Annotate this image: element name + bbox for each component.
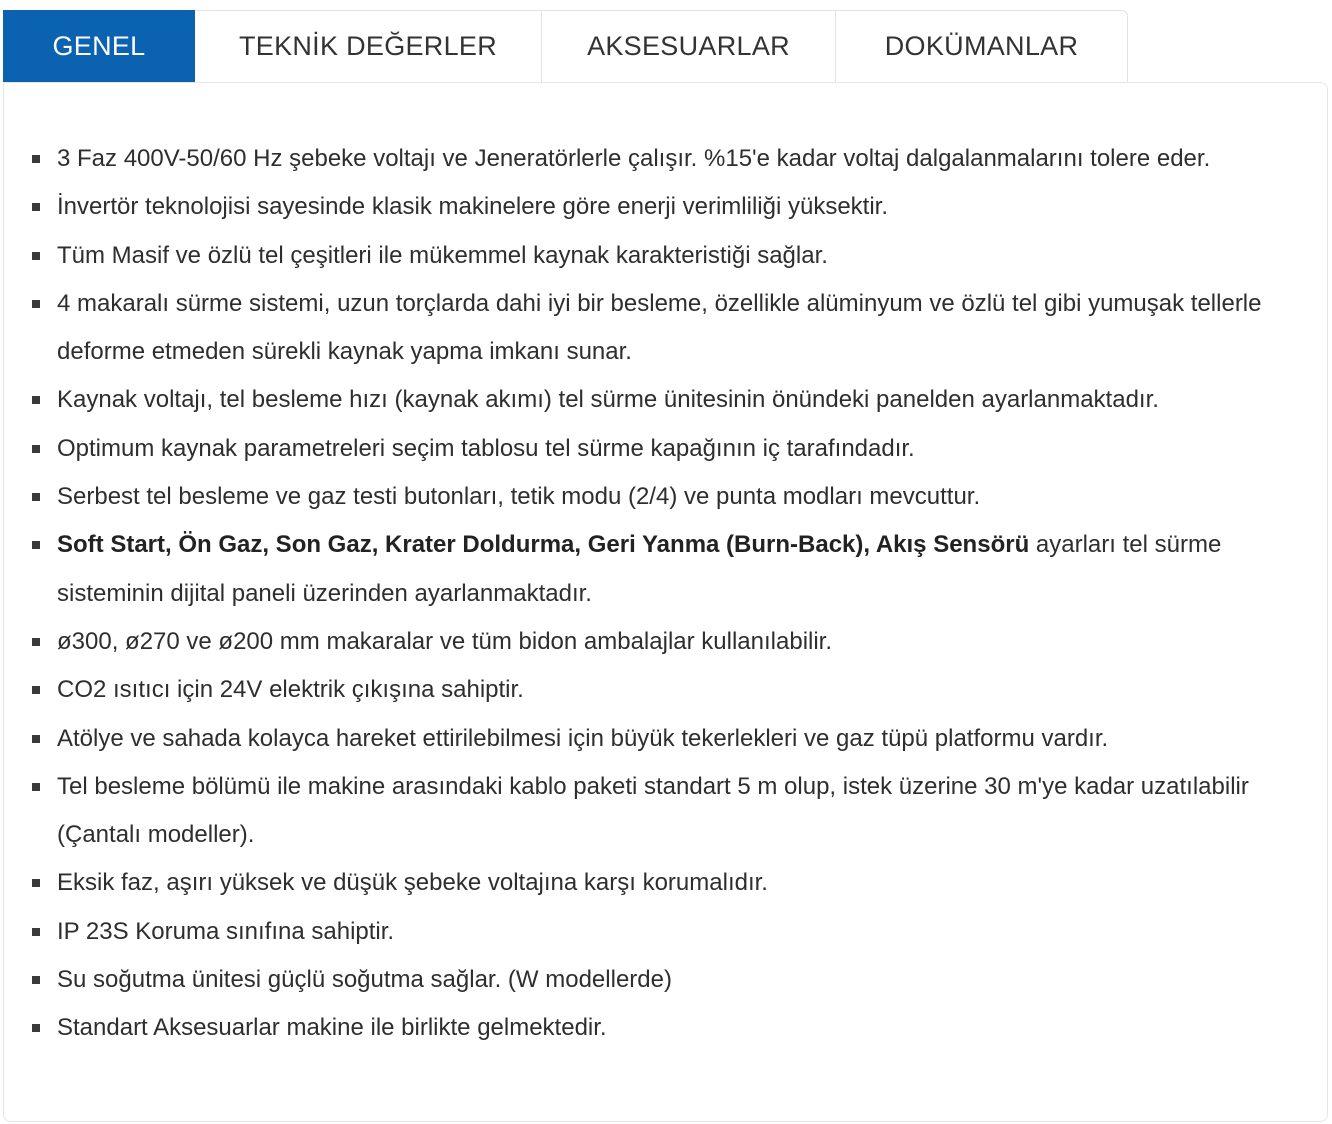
square-bullet-icon	[32, 203, 40, 211]
square-bullet-icon	[32, 155, 40, 163]
square-bullet-icon	[32, 1024, 40, 1032]
feature-text: Serbest tel besleme ve gaz testi butonları, tetik modu (2/4) ve punta modları mevcuttur.	[57, 483, 981, 511]
feature-text: IP 23S Koruma sınıfına sahiptir.	[57, 917, 395, 945]
square-bullet-icon	[32, 493, 40, 501]
square-bullet-icon	[32, 396, 40, 404]
list-item	[28, 183, 1303, 231]
feature-text: İnvertör teknolojisi sayesinde klasik makinelere göre enerji verimliliği yüksektir.	[57, 193, 888, 221]
list-item	[28, 280, 1303, 377]
tab-genel[interactable]: GENEL	[3, 10, 195, 82]
feature-text: Eksik faz, aşırı yüksek ve düşük şebeke voltajına karşı korumalıdır.	[57, 869, 768, 897]
feature-text: Kaynak voltajı, tel besleme hızı (kaynak akımı) tel sürme ünitesinin önündeki panelden ayarlanmaktadır.	[57, 386, 1159, 414]
square-bullet-icon	[32, 783, 40, 791]
tab-dokumanlar[interactable]: DOKÜMANLAR	[836, 10, 1128, 82]
feature-bold-text: Soft Start, Ön Gaz, Son Gaz, Krater Doldurma, Geri Yanma (Burn-Back), Akış Sensörü	[57, 531, 1030, 559]
feature-text: 3 Faz 400V-50/60 Hz şebeke voltajı ve Jeneratörlerle çalışır. %15'e kadar voltaj dalgalanmalarını tolere eder.	[57, 145, 1211, 172]
square-bullet-icon	[32, 879, 40, 887]
feature-text: Su soğutma ünitesi güçlü soğutma sağlar. (W modellerde)	[57, 966, 672, 994]
square-bullet-icon	[32, 686, 40, 694]
list-item	[28, 232, 1303, 280]
list-item	[28, 135, 1303, 183]
list-item	[28, 956, 1303, 1004]
list-item	[28, 473, 1303, 521]
feature-text: CO2 ısıtıcı için 24V elektrik çıkışına sahiptir.	[57, 676, 524, 704]
feature-text: ayarları tel sürme sisteminin dijital paneli üzerinden ayarlanmaktadır.	[57, 531, 1222, 607]
feature-text: Atölye ve sahada kolayca hareket ettirilebilmesi için büyük tekerlekleri ve gaz tüpü platformu vardır.	[57, 724, 1109, 752]
feature-text: Tel besleme bölümü ile makine arasındaki kablo paketi standart 5 m olup, istek üzerine 30 m'ye kadar uzatılabilir (Çantalı modeller).	[57, 772, 1249, 849]
list-item	[28, 666, 1303, 714]
square-bullet-icon	[32, 638, 40, 646]
tab-bar	[3, 10, 1128, 82]
square-bullet-icon	[32, 735, 40, 743]
square-bullet-icon	[32, 976, 40, 984]
feature-text: ø300, ø270 ve ø200 mm makaralar ve tüm bidon ambalajlar kullanılabilir.	[57, 627, 833, 655]
square-bullet-icon	[32, 252, 40, 260]
list-item	[28, 425, 1303, 473]
list-item	[28, 908, 1303, 956]
list-item	[28, 521, 1303, 618]
feature-text: Standart Aksesuarlar makine ile birlikte gelmektedir.	[57, 1014, 607, 1042]
square-bullet-icon	[32, 445, 40, 453]
tab-content-panel	[3, 82, 1328, 1122]
feature-text: 4 makaralı sürme sistemi, uzun torçlarda dahi iyi bir besleme, özellikle alüminyum ve özlü tel gibi yumuşak tellerle deforme etmeden sürekli kaynak yapma imkanı sunar.	[57, 289, 1262, 366]
list-item	[28, 1004, 1303, 1052]
list-item	[28, 859, 1303, 907]
list-item	[28, 715, 1303, 763]
feature-list	[28, 135, 1303, 1053]
feature-text: Optimum kaynak parametreleri seçim tablosu tel sürme kapağının iç tarafındadır.	[57, 434, 915, 462]
tab-aksesuarlar[interactable]: AKSESUARLAR	[542, 10, 836, 82]
tab-teknik-degerler[interactable]: TEKNİK DEĞERLER	[195, 10, 542, 82]
list-item	[28, 618, 1303, 666]
list-item	[28, 376, 1303, 424]
list-item	[28, 763, 1303, 860]
square-bullet-icon	[32, 300, 40, 308]
square-bullet-icon	[32, 541, 40, 549]
square-bullet-icon	[32, 928, 40, 936]
feature-text: Tüm Masif ve özlü tel çeşitleri ile mükemmel kaynak karakteristiği sağlar.	[57, 241, 828, 269]
